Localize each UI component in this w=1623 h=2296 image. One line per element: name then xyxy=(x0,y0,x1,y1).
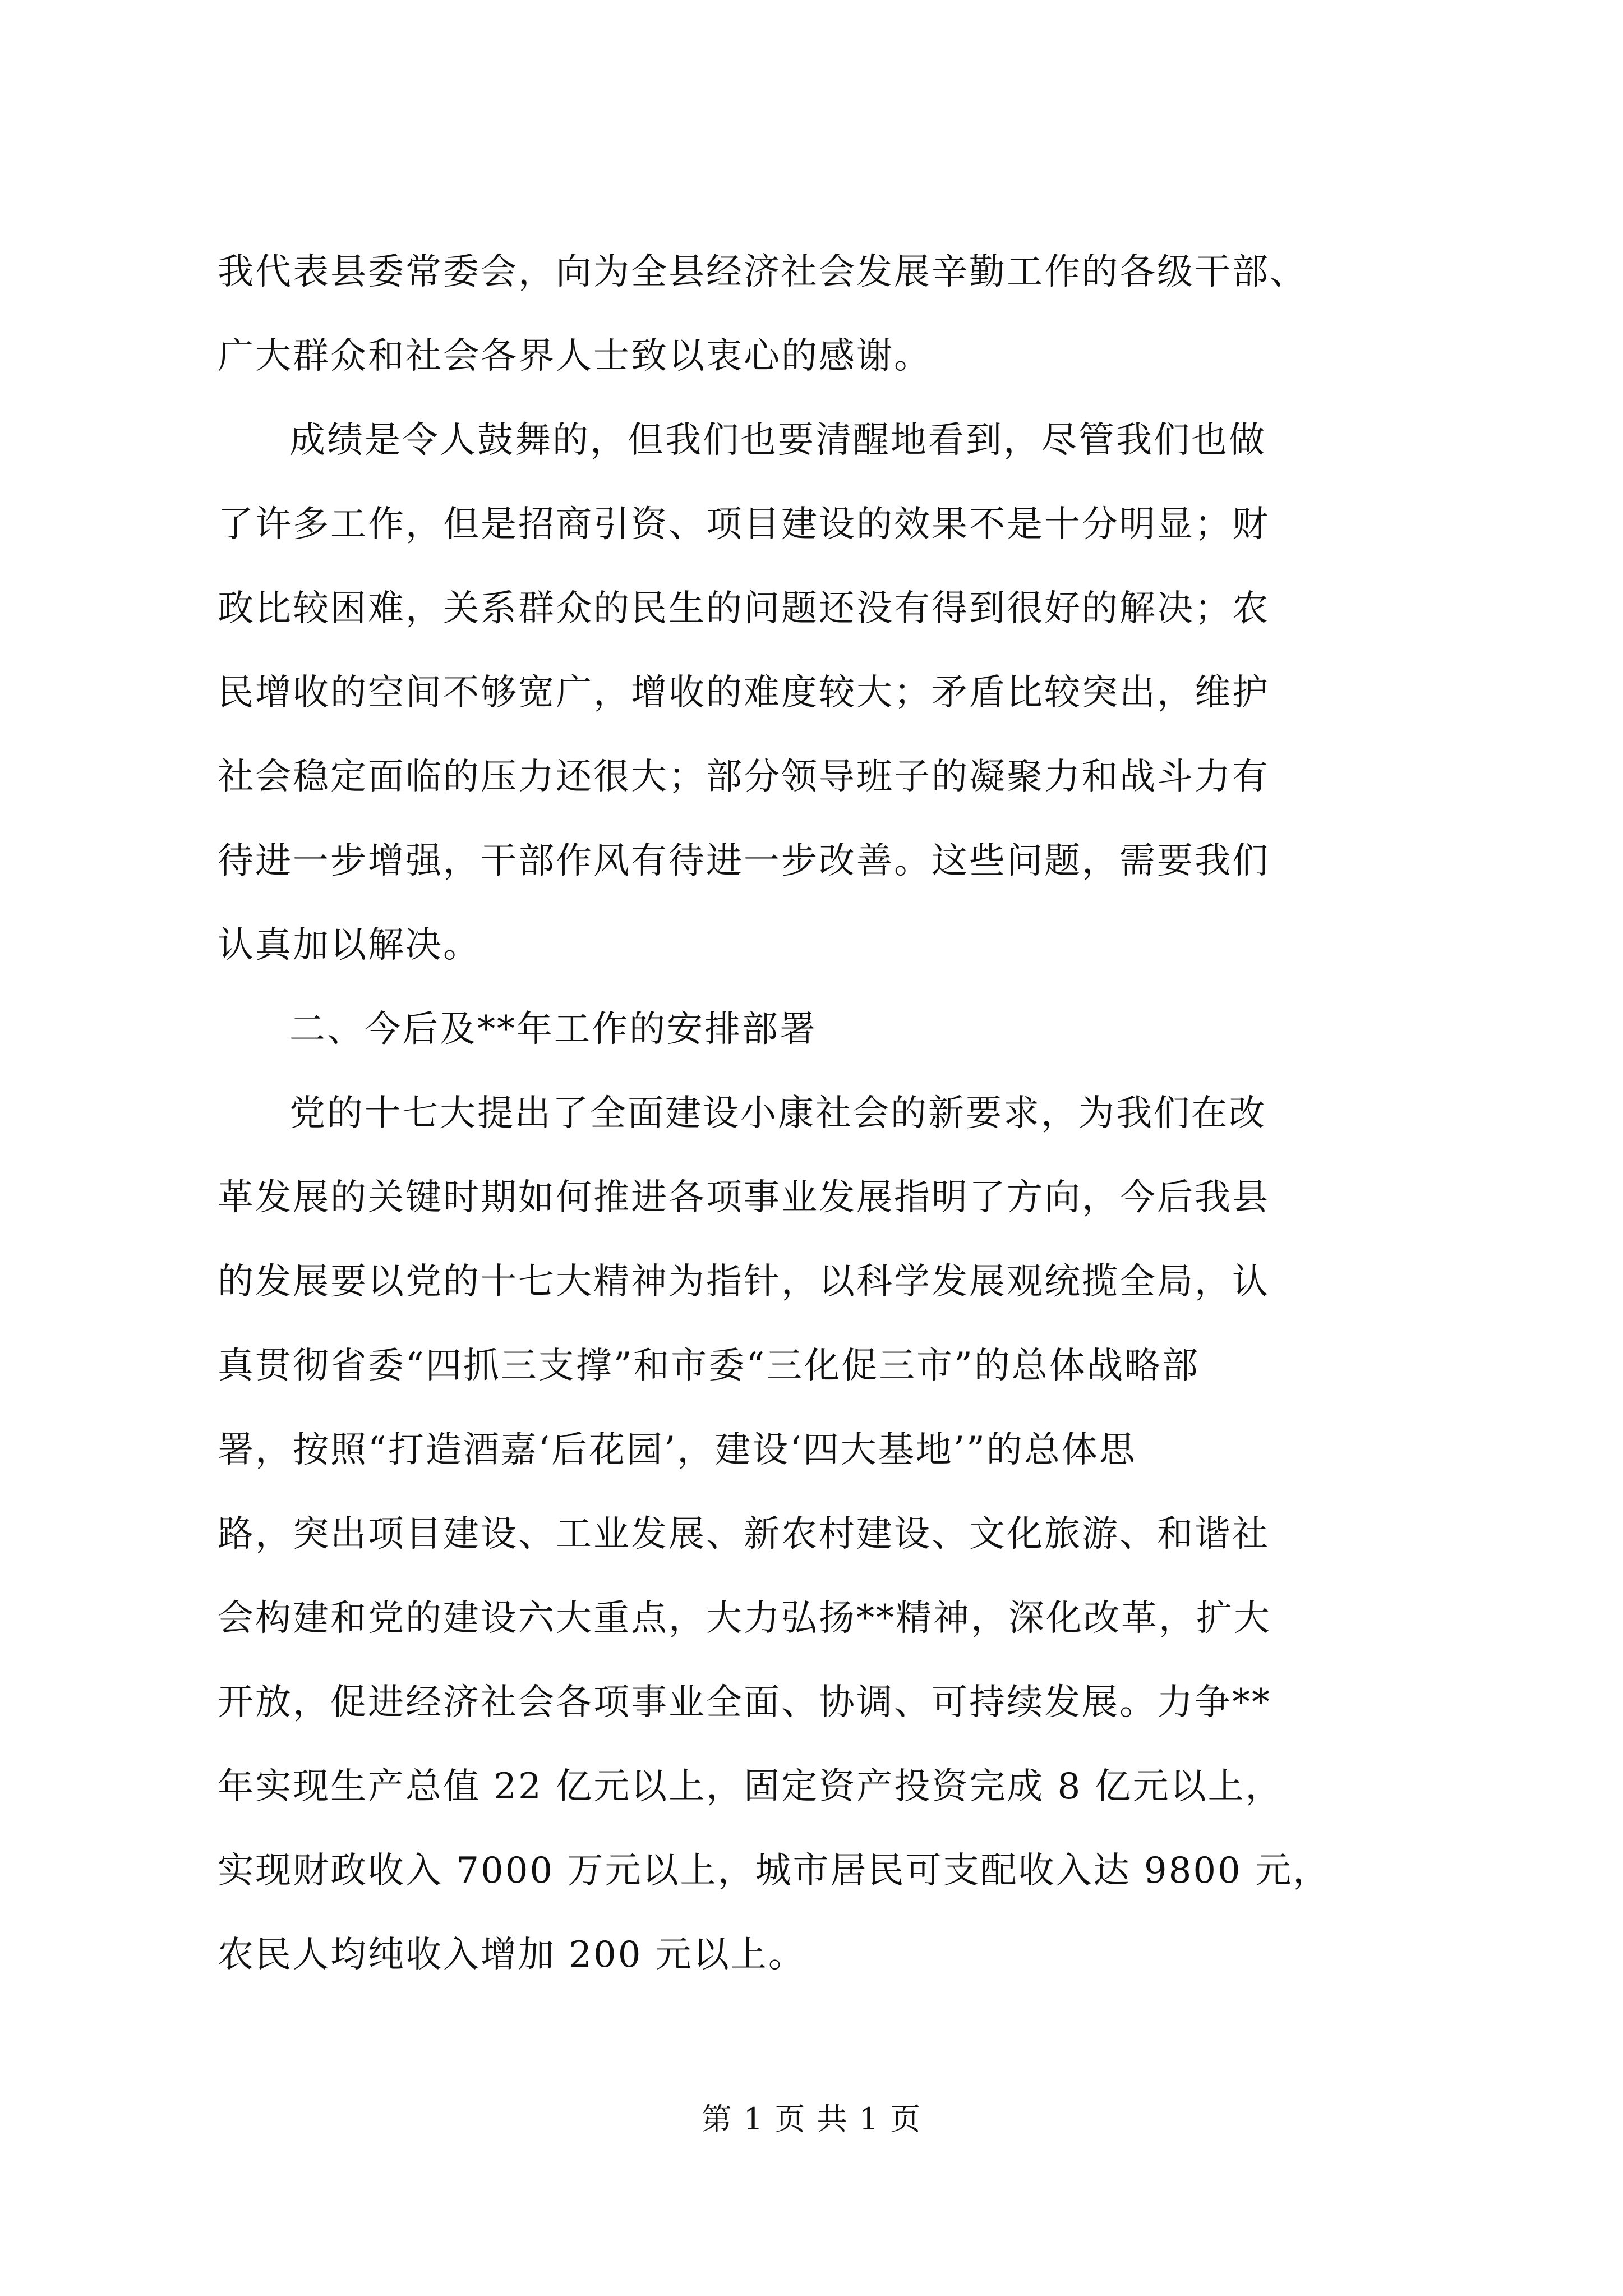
section-heading: 二、今后及**年工作的安排部署 xyxy=(289,1009,817,1050)
page-footer: 第 1 页 共 1 页 xyxy=(701,2101,922,2137)
paragraph-line: 会构建和党的建设六大重点，大力弘扬**精神，深化改革，扩大 xyxy=(218,1598,1271,1639)
paragraph-line: 路，突出项目建设、工业发展、新农村建设、文化旅游、和谐社 xyxy=(218,1513,1270,1555)
paragraph-line: 开放，促进经济社会各项事业全面、协调、可持续发展。力争** xyxy=(218,1682,1271,1723)
paragraph-line: 农民人均纯收入增加 200 元以上。 xyxy=(218,1934,806,1976)
paragraph-line: 革发展的关键时期如何推进各项事业发展指明了方向，今后我县 xyxy=(218,1177,1270,1218)
paragraph-line: 实现财政收入 7000 万元以上，城市居民可支配收入达 9800 元， xyxy=(218,1850,1331,1892)
paragraph-line: 年实现生产总值 22 亿元以上，固定资产投资完成 8 亿元以上， xyxy=(218,1766,1283,1807)
paragraph-line: 我代表县委常委会，向为全县经济社会发展辛勤工作的各级干部、 xyxy=(218,251,1307,293)
paragraph-line: 的发展要以党的十七大精神为指针，以科学发展观统揽全局，认 xyxy=(218,1261,1270,1303)
paragraph-line: 党的十七大提出了全面建设小康社会的新要求，为我们在改 xyxy=(289,1093,1266,1134)
paragraph-line: 认真加以解决。 xyxy=(218,924,481,966)
paragraph-line: 了许多工作，但是招商引资、项目建设的效果不是十分明显；财 xyxy=(218,504,1270,545)
paragraph-line: 署，按照“打造酒嘉‘后花园’，建设‘四大基地’”的总体思 xyxy=(218,1429,1137,1471)
paragraph-line: 真贯彻省委“四抓三支撑”和市委“三化促三市”的总体战略部 xyxy=(218,1345,1200,1387)
paragraph-line: 社会稳定面临的压力还很大；部分领导班子的凝聚力和战斗力有 xyxy=(218,756,1270,798)
paragraph-line: 政比较困难，关系群众的民生的问题还没有得到很好的解决；农 xyxy=(218,588,1270,629)
paragraph-line: 待进一步增强，干部作风有待进一步改善。这些问题，需要我们 xyxy=(218,840,1270,882)
paragraph-line: 民增收的空间不够宽广，增收的难度较大；矛盾比较突出，维护 xyxy=(218,672,1270,714)
paragraph-line: 成绩是令人鼓舞的，但我们也要清醒地看到，尽管我们也做 xyxy=(289,420,1266,461)
body-text xyxy=(218,230,1440,1997)
paragraph-line: 广大群众和社会各界人士致以衷心的感谢。 xyxy=(218,335,932,377)
